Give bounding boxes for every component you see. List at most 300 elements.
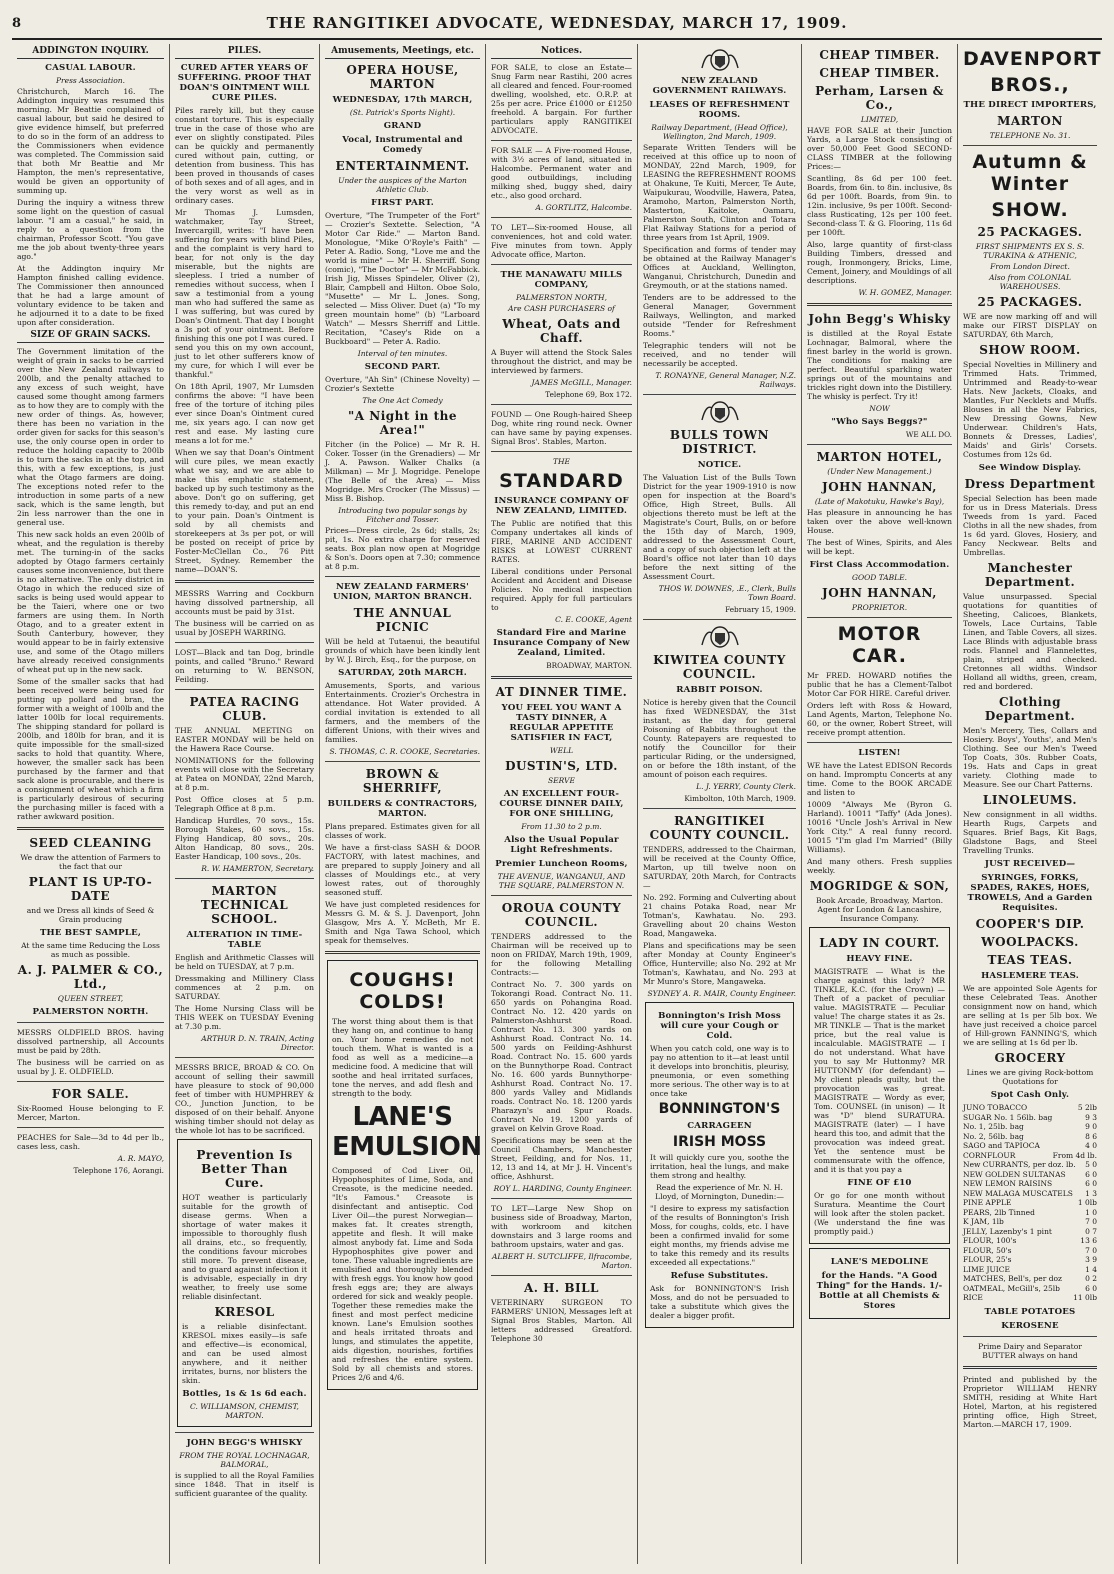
ad-note: (Under New Management.): [827, 467, 932, 476]
ad-firm-name: A. H. BILL: [524, 1281, 599, 1295]
divider: [491, 895, 632, 896]
ad-headline: MOTOR CAR.: [837, 623, 922, 667]
notice-text: Plans and specifications may be seen after Monday at County Engineer's Office, Hunterville; also No. 292 at Mr Totman's, Kawhatau, and No. 293 at Mr Munro's Store, Mangaweka.: [643, 941, 796, 986]
ad-text: HOT weather is particularly suitable for the growth of disease germs. When a shortage of water makes it impossible to thoroughly flush all drains, etc., so frequently, the conditions favour microbes still more. To prevent disease, and to guard against infection it is advisable, especially in dry weather, to freely use some reliable disinfectant.: [182, 1193, 307, 1301]
notice-text: PEACHES for Sale—3d to 4d per lb., cases less, cash.: [17, 1133, 164, 1151]
notice-text: FOR SALE, to close an Estate—Snug Farm near Rastihi, 200 acres all cleared and fenced. Four-roomed dwelling, woolshed, etc. O.R.P. at 25s per acre. Price £1000 or £1250 freehold. A bargain. For further particulars apply RANGITIKEI ADVOCATE.: [491, 63, 632, 135]
price-list-price: 1 3: [1085, 1188, 1097, 1198]
ad-text: HAVE FOR SALE at their Junction Yards, a Large Stock consisting of over 50,000 Feet Good SECOND-CLASS TIMBER at the following Prices:—: [807, 126, 952, 171]
price-list-row: [963, 1265, 1097, 1275]
divider: [491, 676, 632, 679]
notice-signature: ROY L. HARDING, County Engineer.: [493, 1184, 632, 1193]
notice-note: Railway Department, (Head Office), Wellington, 2nd March, 1909.: [651, 123, 788, 141]
notice-headline: THE ANNUAL PICNIC: [353, 606, 452, 634]
price-list-row: [963, 1198, 1097, 1208]
ad-address: MARTON: [997, 114, 1063, 128]
ad-text: It will quickly cure you, soothe the irritation, heal the lungs, and make them strong and healthy.: [650, 1153, 789, 1180]
ad-signature: C. E. COOKE, Agent: [555, 615, 632, 624]
price-list-row: [963, 1236, 1097, 1246]
ad-subhead: YOU FEEL YOU WANT A TASTY DINNER, A REGULAR APPETITE SATISFIER IN FACT,: [501, 703, 622, 743]
ad-text: Also, large quantity of first-class Building Timbers, dressed and rough, Ironmongery, Bricks, Lime, Cement, Joinery, and Mouldings of all descriptions.: [807, 240, 952, 285]
price-list-row: [963, 1103, 1097, 1113]
ad-headline: AT DINNER TIME.: [495, 685, 628, 699]
notice-text: Post Office closes at 5 p.m. Telegraph Office at 8 p.m.: [175, 795, 314, 813]
article-paragraph: The Government limitation of the weight of grain in sacks to be carried over the New Zealand railways to 200lb, and the penalty attached to any excess of such weight, have caused some thought among farmers as to how they are to comply with the new order of things. As, however, there has been no variation in the order given for sacks for this season's use, the only course open in order to reduce the holding capacity to 200lb is to turn the sacks in at the top, and this, with a few exceptions, is just what the Otago farmers are doing. The exceptions noted refer to the introduction in some parts of a new sack, which is the same length, but 2in less narrower than the one in general use.: [17, 347, 164, 527]
ad-text: Mr FRED. HOWARD notifies the public that he has a Clement-Talbot Motor Car FOR HIRE. Careful driver.: [807, 671, 952, 698]
divider: [17, 1022, 164, 1023]
notice-telephone: Telephone 176, Aorangi.: [73, 1166, 164, 1175]
ad-text: At the same time Reducing the Loss as much as possible.: [21, 941, 160, 959]
price-list-price: 6 0: [1085, 1179, 1097, 1188]
ad-text: WE have the Latest EDISON Records on hand. Impromptu Concerts at any time. Come to the BOOK ARCADE and listen to: [807, 761, 952, 797]
divider: [175, 689, 314, 690]
ad-subhead: JUST RECEIVED—: [984, 859, 1076, 869]
price-list-item: MATCHES, Bell's, per doz: [963, 1274, 1062, 1283]
ad-subhead: LIMITED,: [860, 115, 899, 124]
price-list-item: FLOUR, 100's: [963, 1236, 1017, 1245]
notice-subhead: RABBIT POISON.: [676, 685, 763, 695]
ad-firm-name: STANDARD: [499, 470, 624, 492]
divider: [963, 1336, 1097, 1337]
notice-headline: NEW ZEALAND FARMERS' UNION, MARTON BRANCH.: [332, 582, 473, 602]
ad-signature: C. WILLIAMSON, CHEMIST, MARTON.: [190, 1402, 299, 1420]
price-list-price: 3 9: [1085, 1255, 1097, 1264]
divider: [491, 451, 632, 452]
ad-list: Scantling, 8s 6d per 100 feet. Boards, from 6in. to 8in. inclusive, 8s 6d per 100ft. Boards, from 9in. to 12in. inclusive, 9s per 100ft. Second-class Rusticating, 12s per 100 feet. Second-class T. & G. Flooring, 11s 6d per 100ft.: [807, 174, 952, 237]
ad-note: PROPRIETOR.: [851, 603, 908, 612]
price-list-row: [963, 1113, 1097, 1123]
ad-subhead: INSURANCE COMPANY OF NEW ZEALAND, LIMITED.: [494, 496, 629, 516]
price-list-item: SAGO and TAPIOCA: [963, 1141, 1040, 1150]
lanes-medoline-ad: [809, 1248, 950, 1319]
ad-firm-name: Premier Luncheon Rooms,: [495, 859, 628, 869]
price-list-price: 1 0: [1085, 1207, 1097, 1217]
ad-subhead: GOOD TABLE.: [851, 573, 908, 582]
notice-text: TENDERS addressed to the Chairman will be received up to noon on FRIDAY, March 19th, 1909, for the following Metalling Contracts:—: [491, 932, 632, 977]
divider: [325, 761, 480, 762]
ad-headline: PLANT IS UP-TO-DATE: [28, 875, 153, 903]
ad-text: Plans prepared. Estimates given for all classes of work.: [325, 822, 480, 840]
notice-text: MESSRS BRICE, BROAD & CO. On account of selling their sawmill have pleasure to stock of 90,000 feet of timber with HUMPHREY & CO., Junction Junction, to be disposed of on their behalf. Anyone wishing timber should not delay as the whole lot has to be sacrificed.: [175, 1063, 314, 1135]
notice-list: Contract No. 7. 300 yards on Tokorangi Road. Contract No. 11. 650 yards on Pohangina Road. Contract No. 12. 420 yards on Palmerston-Ashhurst Road. Contract No. 13. 300 yards on Ashhurst Road. Contract No. 14. 500 yards on Feilding-Ashhurst Road. Contract No. 15. 600 yards on the Bunnythorpe Road. Contract No. 16. 600 yards Bunnythorpe-Ashhurst Road. Contract No. 17. 800 yards Valley and Midlands roads. Contract No. 18. 1200 yards Pharazyn's and Spur Roads. Contract No 19. 1200 yards of gravel on Kelvin Grove Road.: [491, 980, 632, 1133]
ad-headline: CHEAP TIMBER.: [819, 48, 940, 62]
divider: [963, 1366, 1097, 1369]
divider: [491, 1275, 632, 1276]
price-list-price: 8 6: [1085, 1131, 1097, 1141]
ad-text: Ask for BONNINGTON'S Irish Moss, and do not be persuaded to take a substitute which gives the dealer a bigger profit.: [650, 1284, 789, 1320]
notice-signature: SYDNEY A. R. MAIR, County Engineer.: [647, 989, 796, 998]
divider: [175, 580, 314, 583]
ad-headline: MARTON HOTEL,: [816, 450, 943, 464]
price-list-row: [963, 1122, 1097, 1132]
column-7: [958, 44, 1102, 1564]
ad-note: (Late of Makotuku, Hawke's Bay),: [814, 497, 945, 506]
ad-product-name: LANE'S EMULSION: [332, 1102, 482, 1162]
divider: [491, 217, 632, 218]
ad-text: Standard Fire and Marine Insurance Company of New Zealand, Limited.: [493, 628, 630, 658]
ad-note: See Window Display.: [978, 463, 1082, 473]
price-list-row: [963, 1227, 1097, 1237]
ad-text: Or go for one month without Suratura. Meantime the Court will look after the stolen packet. (We understand the fine was promptly paid.): [814, 1191, 945, 1236]
ad-headline: CHEAP TIMBER.: [819, 66, 940, 80]
ad-text: is distilled at the Royal Estate Lochnagar, Balmoral, where the finest barley in the world is grown. The conditions for making are perfect. Beautiful sparkling water springs out of the mountains and trickles right down into the Distillery. The whisky is perfect. Try it!: [807, 329, 952, 401]
ad-headline: John Begg's Whisky: [808, 312, 951, 326]
article-paragraph: Christchurch, March 16. The Addington inquiry was resumed this morning. Mr Beattie complained of casual labour, but said he desired to give evidence himself, but preferred to do so in the form of an address to the Commissioners when evidence was completed. The Commission said that both Mr Beattie and Mr Hampton, the men's representative, would be given an opportunity of summing up.: [17, 87, 164, 195]
department-heading: Dress Department: [964, 477, 1096, 491]
notice-text: The business will be carried on as usual by J. E. OLDFIELD.: [17, 1058, 164, 1076]
price-list-price: 4 0: [1085, 1141, 1097, 1150]
event-date: WEDNESDAY, 17th MARCH,: [332, 95, 473, 105]
notice-text: MESSRS OLDFIELD BROS. having dissolved partnership, all Accounts must be paid by 28th.: [17, 1028, 164, 1055]
kresol-ad: [177, 1139, 312, 1427]
ad-signature: JAMES McGILL, Manager.: [531, 378, 632, 387]
department-heading: GROCERY: [994, 1051, 1066, 1065]
price-list-price: 1 0lb: [1077, 1198, 1097, 1207]
ad-firm-name: DUSTIN'S, LTD.: [505, 759, 618, 773]
notice-text: FOR SALE — A Five-roomed House, with 3½ acres of land, situated in Halcombe. Permanent water and good outbuildings, including milking shed, buggy shed, dairy etc., also good orchard.: [491, 146, 632, 200]
price-list-item: OATMEAL, McGill's, 25lb: [963, 1283, 1060, 1293]
publisher-imprint: Printed and published by the Proprietor WILLIAM HENRY SMITH, residing at White Hart Hotel, Marton, at his registered printing office, High Street, Marton.—MARCH 17, 1909.: [963, 1374, 1097, 1429]
ad-product-name: BONNINGTON'S: [658, 1101, 781, 1117]
ad-text: Also from COLONIAL WAREHOUSES.: [989, 273, 1071, 291]
price-list-price: 7 0: [1085, 1245, 1097, 1255]
ad-firm-name: MOGRIDGE & SON,: [809, 879, 950, 893]
coat-of-arms-icon: [643, 625, 796, 649]
price-list-row: [963, 1160, 1097, 1170]
ad-headline: LANE'S MEDOLINE: [830, 1257, 929, 1267]
ad-address: BROADWAY, MARTON.: [546, 661, 632, 670]
program-interval: Interval of ten minutes.: [357, 349, 448, 358]
ad-text: Composed of Cod Liver Oil, Hypophosphites of Lime, Soda, and Creasote, is the medicine needed. "It's Famous." Creasote is disinfectant and antiseptic. Cod Liver Oil—the purest Norwegian—makes fat. It creates strength, appetite and flesh. It will make almost anybody fat. Lime and Soda Hypophosphites give power and tone. These valuable ingredients are emulsified and thoroughly blended with fresh eggs. You know how good fresh eggs are; they are always ordered for sick and weakly people. Together these remedies make the finest and most perfect medicine known. Lane's Emulsion soothes and heals irritated throats and lungs, and stimulates the appetite, aids digestion, nourishes, fortifies and refreshes the entire system. Sold by all chemists and stores. Prices 2/6 and 4/6.: [332, 1166, 473, 1382]
ad-text: We have a first-class SASH & DOOR FACTORY, with latest machines, and are prepared to supply Joinery and all classes of Mouldings etc., at very lowest rates, out of thoroughly seasoned stuff.: [325, 843, 480, 897]
notice-headline: MARTON TECHNICAL SCHOOL.: [200, 884, 289, 926]
ad-text: for the Hands. "A Good Thing" for the Hands. 1/- Bottle at all Chemists & Stores: [816, 1271, 943, 1311]
program-cast: Fitcher (in the Police) — Mr R. H. Coker. Tosser (in the Grenadiers) — Mr J. A. Pawson. Walker Chalks (a Milkman) — Mr J. Mogridge. Penelope (The Belle of the Area) — Miss Mogridge. Mrs Crocker (The Missus) — Miss B. Bishop.: [325, 440, 480, 503]
notice-text: Will be held at Tutaenui, the beautiful grounds of which have been kindly lent by W. J. Birch, Esq., for the purpose, on: [325, 637, 480, 664]
notice-signature: R. W. HAMERTON, Secretary.: [201, 864, 314, 873]
ad-headline: COUGHS! COLDS!: [349, 969, 456, 1013]
notice-signature: T. RONAYNE, General Manager, N.Z. Railways.: [655, 371, 796, 389]
ad-text: Special Selection has been made for us in Dress Materials. Dress Tweeds from 1s yard. Faced Cloths in all the new shades, from 1s 6d yard. Gloves, Hosiery, and Fancy Neckwear. Belts and Umbrellas.: [963, 494, 1097, 557]
ad-label: THE: [552, 457, 571, 466]
program-list: Overture, "The Trumpeter of the Fort" — Crozier's Sextette. Selection, "A Motor Car Ride." — Marton Band. Monologue, "Mike O'Royle's Faith" — Peter A. Radio. Song, "Love me and the world is mine" — Mr H. Sherriff. Song (comic), "The Doctor" — Mr McFabbick. Irish Jig, Misses Spindeler, Oliver (2), Blair, Campbell and Hilton. Oboe Solo, "Musette" — Mr L. Jones. Song, selected — Miss Oliver. Duet (a) "To my green mountain home" (b) "Larboard Watch" — Messrs Sherriff and Little. Recitation, "Casey's Ride on a Buckboard" — Peter A. Radio.: [325, 211, 480, 346]
ad-text: Orders left with Ross & Howard, Land Agents, Marton, Telephone No. 60, or the owner, Robert Street, will receive prompt attention.: [807, 701, 952, 737]
ad-subhead: First Class Accommodation.: [809, 560, 950, 570]
ad-firm-name: THE MANAWATU MILLS COMPANY,: [500, 270, 623, 290]
ad-text: VETERINARY SURGEON TO FARMERS' UNION, Messages left at Signal Bros Stables, Marton. All letters addressed Greatford. Telephone 30: [491, 1298, 632, 1343]
column-5: [638, 44, 802, 1564]
price-list-price: From 4d lb.: [1052, 1150, 1097, 1160]
lanes-emulsion-ad: [327, 960, 482, 1390]
ad-text: Mr Thomas J. Lumsden, watchmaker, Tay Street, Invercargill, writes: "I have been suffering for years with blind Piles, and the complaint is very hard to bear, for not only is the day miserable, but the nights are sleepless. I tried a number of remedies without success, when I saw a testimonial from a young man who had suffered the same as I was suffering, but was cured by Doan's Ointment. That day I bought a 3s pot of your ointment. Before finishing this one pot I was cured. I send you this on my own account, just to let other sufferers know of my cure, for which I will ever be thankful.": [175, 208, 314, 379]
ad-testimonial: "I desire to express my satisfaction of the results of Bonnington's Irish Moss, for coughs, colds, etc. I have been a confirmed invalid for some eight months, my friends advise me to take this remedy and its results exceeded all expectations.": [650, 1204, 789, 1267]
ad-firm-name: A. J. PALMER & CO., Ltd.,: [17, 963, 164, 991]
program-note: The One Act Comedy: [362, 396, 443, 405]
ad-subhead: Spot Cash Only.: [990, 1090, 1070, 1100]
divider: [807, 742, 952, 743]
notice-signature: A. GORTLITZ, Halcombe.: [535, 203, 632, 212]
notice-text: Specification and forms of tender may be obtained at the Railway Manager's Offices at Auckland, Wellington, Wanganui, Christchurch, Dunedin and Greymouth, or at the stations named.: [643, 245, 796, 290]
ad-subhead: THE DIRECT IMPORTERS,: [963, 100, 1097, 110]
ad-slogan: WE ALL DO.: [905, 430, 952, 439]
ad-headline: LADY IN COURT.: [819, 936, 940, 950]
event-prices: Prices—Dress circle, 2s 6d; stalls, 2s; pit, 1s. No extra charge for reserved seats. Box plan now open at Mogridge & Son's. Doors open at 7.30; commence at 8 p.m.: [325, 526, 480, 571]
price-list-item: PEARS, 2lb Tinned: [963, 1207, 1035, 1217]
ad-text: We have just completed residences for Messrs G. M. & S. J. Davenport, John Glasgow, Mrs A. Y. McBeth, Mr E. Smith and Nga Tawa School, which speak for themselves.: [325, 900, 480, 945]
article-paragraph: At the Addington inquiry Mr Hampton finished calling evidence. The Commissioner then announced that he had a large amount of voluntary evidence to be taken and he adjourned it to a date to be fixed upon after consideration.: [17, 264, 164, 327]
price-list-price: 0 7: [1085, 1226, 1097, 1236]
divider: [963, 145, 1097, 146]
newspaper-title: THE RANGITIKEI ADVOCATE, WEDNESDAY, MARCH 17, 1909.: [266, 14, 848, 32]
ad-address: QUEEN STREET,: [57, 994, 124, 1003]
divider: [807, 444, 952, 445]
price-list-price: 5 2lb: [1077, 1103, 1097, 1112]
notice-text: NOMINATIONS for the following events will close with the Secretary at Patea on MONDAY, 22nd March, at 8 p.m.: [175, 756, 314, 792]
ad-product-name: IRISH MOSS: [672, 1134, 767, 1150]
ad-text: And many others. Fresh supplies weekly.: [807, 857, 952, 875]
ad-subhead: FINE OF £10: [847, 1178, 912, 1188]
price-list-price: 11 0lb: [1073, 1293, 1097, 1302]
notice-text: The Home Nursing Class will be THIS WEEK on TUESDAY Evening at 7.30 p.m.: [175, 1004, 314, 1031]
ad-subhead: AN EXCELLENT FOUR-COURSE DINNER DAILY, FOR ONE SHILLING,: [499, 789, 624, 819]
ad-text: is a reliable disinfectant. KRESOL mixes easily—is safe and effective—is economical, and can be used almost anywhere, and it neither irritates, burns, nor blisters the skin.: [182, 1322, 307, 1385]
ad-headline: JOHN BEGG'S WHISKY: [186, 1438, 303, 1448]
price-list-item: No. 2, 56lb. bag: [963, 1131, 1024, 1141]
ad-text: WE are now marking off and will make our FIRST DISPLAY on SATURDAY, 6th March,: [963, 312, 1097, 339]
program-list: Overture, "Ah Sin" (Chinese Novelty) — Crozier's Sextette: [325, 375, 480, 393]
notice-text: LOST—Black and tan Dog, brindle points, and called "Bruno." Reward on returning to W. BENSON, Feilding.: [175, 648, 314, 684]
price-list-row: [963, 1246, 1097, 1256]
ad-text: Read the experience of Mr. N. H. Lloyd, of Mornington, Dunedin:—: [655, 1183, 784, 1201]
ad-firm-name: DAVENPORT: [963, 48, 1102, 70]
notice-headline: RANGITIKEI COUNTY COUNCIL.: [649, 814, 790, 842]
notice-list: No. 292. Forming and Culverting about 21 chains Potaka Road, near Mr Totman's, Kawhatau. No. 293. Gravelling about 20 chains Weston Road, Mangaweka.: [643, 893, 796, 938]
notice-signature: ALBERT H. SUTCLIFFE, Ilfracombe, Marton.: [491, 1252, 632, 1270]
column-3: [320, 44, 486, 1564]
article-subhead: CASUAL LABOUR.: [45, 63, 136, 73]
department-heading: Clothing Department.: [984, 695, 1076, 723]
notice-subhead: LEASES OF REFRESHMENT ROOMS.: [649, 100, 790, 120]
ad-text: Men's Mercery, Ties, Collars and Hosiery. Boys', Youths', and Men's Clothing. See our Men's Tweed Top Coats, 30s. Rubber Coats, 19s. Hats and Caps in great variety. Clothing made to Measure. See our Chart Patterns.: [963, 726, 1097, 789]
ad-subhead: 25 PACKAGES.: [977, 295, 1083, 309]
ad-text: Value unsurpassed. Special quotations for quantities of Sheeting, Calicoes, Blankets, Towels, Lace Curtains, Table Linen, and Table Covers, all sizes. Lace Blinds with adjustable brass rods. Flannel and Flannelettes, plain, striped and checked. Cretonnes all widths. Windsor Holland all widths, green, cream, red and bordered.: [963, 592, 1097, 691]
notice-text: Six-Roomed House belonging to F. Mercer, Marton.: [17, 1104, 164, 1122]
price-list-item: New CURRANTS, per doz. lb.: [963, 1160, 1076, 1169]
price-list-item: CORNFLOUR: [963, 1150, 1016, 1160]
price-list-price: 0 2: [1085, 1274, 1097, 1283]
ad-text: SYRINGES, FORKS, SPADES, RAKES, HOES, TROWELS, And a Garden Requisites.: [967, 873, 1093, 913]
ad-firm-name: Perham, Larsen & Co.,: [815, 84, 944, 112]
page-number: 8: [12, 15, 22, 31]
lady-in-court-ad: [809, 927, 950, 1244]
price-list-item: SUGAR No. 1 56lb. bag: [963, 1112, 1053, 1122]
price-list-item: JUNO TOBACCO: [963, 1103, 1028, 1112]
ad-subhead: KEROSENE: [1001, 1320, 1059, 1331]
notice-subhead: ALTERATION IN TIME-TABLE: [186, 930, 303, 950]
grocery-price-list: [963, 1103, 1097, 1303]
section-heading: Notices.: [491, 46, 632, 59]
notice-text: Dressmaking and Millinery Class commences at 2 p.m. on SATURDAY.: [175, 974, 314, 1001]
notice-text: Tenders are to be addressed to the General Manager, Government Railways, Wellington, and marked outside "Tender for Refreshment Rooms.": [643, 293, 796, 338]
divider: [175, 1432, 314, 1433]
column-4: [486, 44, 638, 1564]
ad-text: Are CASH PURCHASERS of: [508, 304, 615, 313]
ad-firm-name: JOHN HANNAN,: [822, 480, 937, 494]
notice-text: Notice is hereby given that the Council has fixed WEDNESDAY, the 31st instant, as the day for general Poisoning of Rabbits throughout the County. Ratepayers are requested to notify the Councillor for their particular Riding, or the undersigned, on or before the 18th instant, of the amount of poison each requires.: [643, 698, 796, 779]
ad-text: When we say that Doan's Ointment will cure piles, we mean exactly what we say, and we are able to make this emphatic statement, backed up by such testimony as the above. Don't go on suffering, get this remedy to-day, and put an end to your pain. Doan's Ointment is sold by all chemists and storekeepers at 3s per pot, or will be posted on receipt of price by Foster-McClellan Co., 76 Pitt Street, Sydney. Remember the name—DOAN'S.: [175, 448, 314, 574]
price-list-item: K JAM, 1lb: [963, 1217, 1004, 1226]
price-list-item: FLOUR, 25's: [963, 1255, 1012, 1264]
section-heading: Amusements, Meetings, etc.: [325, 46, 480, 59]
ad-firm-name: BROWN & SHERRIFF,: [362, 767, 443, 795]
price-list-price: 1 4: [1085, 1264, 1097, 1274]
ad-subhead: TABLE POTATOES: [984, 1306, 1076, 1317]
notice-text: The business will be carried on as usual by JOSEPH WARRING.: [175, 619, 314, 637]
notice-headline: BULLS TOWN DISTRICT.: [669, 428, 770, 456]
ad-text: Book Arcade, Broadway, Marton. Agent for London & Lancashire, Insurance Company.: [816, 896, 943, 923]
ad-firm-name: JOHN HANNAN,: [822, 586, 937, 600]
ad-subhead: COOPER'S DIP.: [975, 917, 1085, 931]
column-2: [170, 44, 320, 1564]
article-headline: SIZE OF GRAIN SACKS.: [17, 330, 164, 343]
notice-headline: OROUA COUNTY COUNCIL.: [501, 901, 622, 929]
divider: [175, 1057, 314, 1058]
notice-text: Specifications may be seen at the Council Chambers, Manchester Street, Feilding, and for Nos. 11, 12, 13 and 14, at Mr J. H. Vincent's office, Ashhurst.: [491, 1136, 632, 1181]
notice-text: The Valuation List of the Bulls Town District for the year 1909-1910 is now open for inspection at the Board's Office, High Street, Bulls. All objections thereto must be left at the Magistrate's Court, Bulls, on or before the 15th day of March, 1909, addressed to the Assessment Court, and a copy of such objection left at the Board's office not later than 10 days before the next sitting of the Assessment Court.: [643, 473, 796, 581]
ad-headline: Wheat, Oats and Chaff.: [502, 317, 621, 345]
ad-list: 10009 "Always Me (Byron G. Harland). 10011 "Taffy" (Ada Jones). 10016 "Uncle Josh's Arrival in New York City." A real funny record. 10015 "I'm glad I'm Married" (Billy Williams).: [807, 800, 952, 854]
price-list-row: [963, 1151, 1097, 1161]
ad-text: We draw the attention of Farmers to the fact that our: [20, 853, 161, 871]
price-list-price: 5 0: [1085, 1160, 1097, 1169]
ad-subhead: CURED AFTER YEARS OF SUFFERING. PROOF THAT DOAN'S OINTMENT WILL CURE PILES.: [177, 63, 312, 103]
ad-telephone: TELEPHONE No. 31.: [989, 131, 1071, 140]
program-part: FIRST PART.: [371, 198, 434, 208]
ad-text: FROM THE ROYAL LOCHNAGAR, BALMORAL,: [179, 1451, 310, 1469]
masthead: [12, 8, 1102, 40]
ad-text: is supplied to all the Royal Families since 1848. That in itself is sufficient guarantee of the quality.: [175, 1471, 314, 1498]
notice-text: FOUND — One Rough-haired Sheep Dog, white ring round neck. Owner can have same by paying expenses. Signal Bros'. Stables, Marton.: [491, 410, 632, 446]
department-heading: Manchester Department.: [984, 561, 1076, 589]
notice-signature: A. R. MAYO,: [117, 1154, 164, 1163]
ad-slogan: "Who Says Beggs?": [831, 417, 928, 427]
price-list-row: [963, 1189, 1097, 1199]
ad-subhead: Refuse Substitutes.: [670, 1271, 769, 1281]
notice-signature: THOS W. DOWNES, .E., Clerk, Bulls Town Board.: [658, 584, 796, 602]
ad-text: New consignment in all widths. Hearth Rugs, Carpets and Squares. Brief Bags, Kit Bags, Gladstone Bags, and Steel Travelling Trunks.: [963, 810, 1097, 855]
price-list-item: NEW MALAGA MUSCATELS: [963, 1188, 1073, 1198]
notice-text: TO LET—Six-roomed House, all conveniences, hot and cold water. Five minutes from town. Apply Advocate office, Marton.: [491, 223, 632, 259]
ad-headline: SEED CLEANING: [29, 836, 152, 850]
price-list-price: 6 0: [1085, 1283, 1097, 1293]
article-source: Press Association.: [56, 76, 125, 85]
coat-of-arms-icon: [643, 48, 796, 72]
ad-headline: PILES.: [175, 46, 314, 59]
divider: [491, 404, 632, 405]
ad-headline: Autumn & Winter: [972, 151, 1088, 195]
article-paragraph: Some of the smaller sacks that had been received were being used for putting up pollard and bran, the former with a weight of 100lb and the latter 100lb for local requirements. The shipping standard for pollard is 200lb, and 180lb for bran, and it is quite impossible for the small-sized sacks to hold that quantity. Where, however, the smaller sack has been purchased by the farmer and that sack alone is procurable, and there is a consignment of wheat which a firm is particularly desirous of securing the purchasing miller is faced with a rather awkward position.: [17, 677, 164, 821]
divider: [643, 808, 796, 809]
notice-headline: NEW ZEALAND GOVERNMENT RAILWAYS.: [652, 76, 787, 96]
ad-text: From London Direct.: [990, 262, 1070, 271]
event-title: ENTERTAINMENT.: [335, 159, 470, 173]
notice-date: Kimbolton, 10th March, 1909.: [684, 794, 796, 803]
ad-price: Bottles, 1s & 1s 6d each.: [182, 1389, 307, 1399]
price-list-item: PINE APPLE: [963, 1198, 1012, 1207]
ad-text: FIRST SHIPMENTS EX S. S. TURAKINA & ATHENIC,: [975, 242, 1085, 260]
ad-text: The worst thing about them is that they hang on, and continue to hang on. Your home remedies do not touch them. What is wanted is a food as well as a medicine—a medicine food. A medicine that will soothe and heal irritated surfaces, tone the nerves, and add flesh and strength to the body.: [332, 1017, 473, 1098]
ad-headline: Prevention Is Better Than Cure.: [196, 1148, 293, 1190]
ad-subhead: HASLEMERE TEAS.: [981, 971, 1079, 981]
divider: [643, 394, 796, 395]
divider: [17, 1081, 164, 1082]
ad-signature: W. H. GOMEZ, Manager.: [858, 288, 952, 297]
divider: [175, 642, 314, 643]
notice-text: TO LET—Large New Shop on business side of Broadway, Marton, with workroom and kitchen downstairs and 3 large rooms and bathroom upstairs, water and gas.: [491, 1204, 632, 1249]
divider: [17, 827, 164, 830]
event-label: GRAND: [383, 121, 422, 131]
bonningtons-ad: [645, 1002, 794, 1328]
ad-headline: Bonnington's Irish Moss will cure your Cough or Cold.: [658, 1011, 781, 1041]
divider: [807, 303, 952, 306]
price-list-item: JELLY, Lazenby's 1 pint: [963, 1226, 1052, 1236]
divider: [175, 878, 314, 879]
ad-text: On 18th April, 1907, Mr Lumsden confirms the above: "I have been free of the torture of itching piles ever since Doan's Ointment cured me, six years ago. I can now get rest and ease. My lasting cure means a lot for me.": [175, 382, 314, 445]
ad-text: and we Dress all kinds of Seed & Grain producing: [26, 906, 155, 924]
notice-text: Handicap Hurdles, 70 sovs., 15s. Borough Stakes, 60 sovs., 15s. Flying Handicap, 80 sovs., 20s. Alton Handicap, 80 sovs., 20s. Easter Handicap, 100 sovs., 20s.: [175, 816, 314, 861]
ad-address: THE AVENUE, WANGANUI, AND THE SQUARE, PALMERSTON N.: [497, 872, 626, 890]
program-note: Introducing two popular songs by Fitcher and Tosser.: [338, 506, 467, 524]
notice-headline: KIWITEA COUNTY COUNCIL.: [653, 653, 786, 681]
program-part: SECOND PART.: [364, 362, 441, 372]
ad-text: Piles rarely kill, but they cause constant torture. This is especially true in the case of those who are ever on slightly constipated. Piles can be quickly and permanently cured without pain, cutting, or detention from business. This has been proved in thousands of cases of both sexes and of all ages, and in the very worst as well as in ordinary cases.: [175, 106, 314, 205]
ad-text: A Buyer will attend the Stock Sales throughout the district, and may be interviewed by farmers.: [491, 348, 632, 375]
ad-text: NOW: [869, 404, 890, 413]
event-note: Under the auspices of the Marton Athletic Club.: [338, 176, 467, 194]
article-paragraph: During the inquiry a witness threw some light on the question of casual labour. "I am a casual," he said, in reply to a question from the chairman, Professor Scott. "You gave me the job about twenty-three years ago.": [17, 198, 164, 261]
notice-signature: L. J. YERRY, County Clerk.: [696, 782, 796, 791]
ad-text: The Public are notified that this Company undertakes all kinds of FIRE, MARINE AND ACCIDENT RISKS at LOWEST CURRENT RATES.: [491, 519, 632, 564]
price-list-row: [963, 1255, 1097, 1265]
divider: [17, 1127, 164, 1128]
ad-text: Has pleasure in announcing he has taken over the above well-known House.: [807, 508, 952, 535]
notice-text: English and Arithmetic Classes will be held on TUESDAY, at 7 p.m.: [175, 953, 314, 971]
price-list-item: No. 1, 25lb. bag: [963, 1122, 1024, 1131]
price-list-row: [963, 1141, 1097, 1151]
divider: [491, 140, 632, 141]
divider: [807, 617, 952, 618]
department-heading: LINOLEUMS.: [982, 793, 1078, 807]
article-headline: ADDINGTON INQUIRY.: [17, 46, 164, 59]
ad-product-name: KRESOL: [214, 1305, 275, 1319]
ad-subhead: WOOLPACKS.: [981, 935, 1079, 949]
price-list-row: [963, 1274, 1097, 1284]
divider: [643, 619, 796, 620]
price-list-row: [963, 1284, 1097, 1294]
ad-text: We are appointed Sole Agents for these Celebrated Teas. Another consignment now on hand, which are selling at 1s per 5lb box. We have just received a choice parcel of Hill-grown FANNING'S, which we are selling at 1s 6d per lb.: [963, 984, 1097, 1047]
ad-subhead: TEAS TEAS.: [987, 953, 1073, 967]
ad-text: The best of Wines, Spirits, and Ales will be kept.: [807, 538, 952, 556]
notice-signature: ARTHUR D. N. TRAIN, Acting Director.: [201, 1034, 314, 1052]
ad-text: SERVE: [548, 776, 575, 785]
ad-text: MAGISTRATE — What is the charge against this lady? MR TINKLE, K.C. (for the Crown) — Theft of a packet of peculiar value. MAGISTRATE — Peculiar value! The charge states it as 2s. MR TINKLE — That is the market price, but the real value is incalculable. MAGISTRATE — I do not understand. What have you to say Mr Huttonmy? MR HUTTONMY (for defendant) — My client pleads guilty, but the provocation was great. MAGISTRATE — Wordy as ever, Tom. COUNSEL (in unison) — It was "D" blend SURATURA. MAGISTRATE (later) — I have heard this too, and admit that the provocation was indeed great. Yet the sentence must be commensurate with the offence, and it is that you pay a: [814, 967, 945, 1174]
divider: [491, 264, 632, 265]
ad-address: PALMERSTON NORTH.: [32, 1007, 149, 1017]
ad-firm-name: BROS.,: [990, 74, 1070, 96]
ad-subhead: 25 PACKAGES.: [977, 225, 1083, 239]
ad-product-name: CARRAGEEN: [687, 1121, 752, 1131]
notice-signature: S. THOMAS, C. R. COOKE, Secretaries.: [329, 747, 480, 756]
